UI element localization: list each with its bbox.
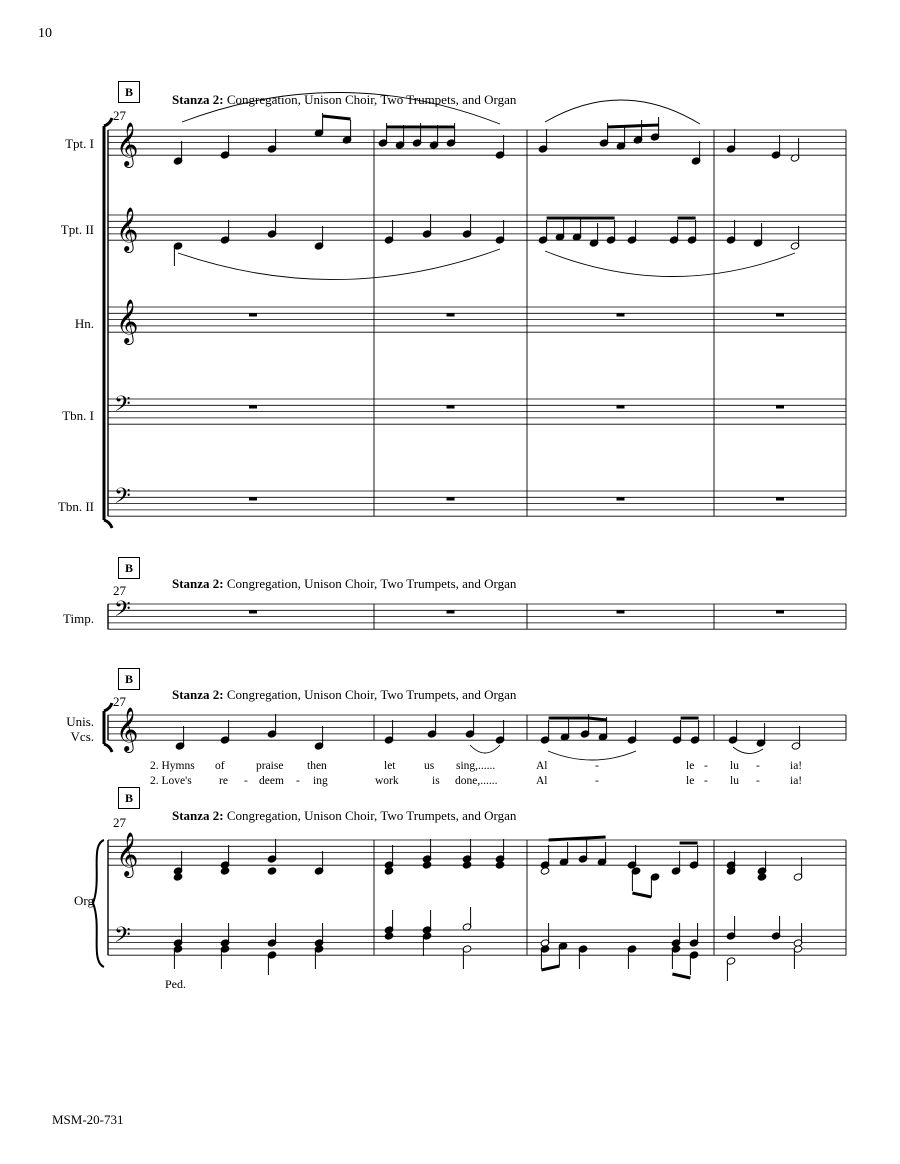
note-beam (549, 837, 606, 840)
rehearsal-mark: B (118, 81, 140, 103)
lyric-hyphen: - (756, 775, 760, 787)
lyric-syllable: lu (730, 775, 739, 787)
whole-rest (776, 610, 784, 613)
lyric-syllable: then (307, 760, 327, 772)
notehead (384, 867, 394, 875)
measure-number: 27 (113, 583, 126, 598)
page-number: 10 (38, 26, 52, 41)
lyric-syllable: ing (313, 775, 328, 787)
stanza-label: Stanza 2: (172, 576, 224, 591)
barlines (108, 130, 846, 955)
lyric-syllable: let (384, 760, 396, 772)
treble-clef-icon: 𝄞 (116, 299, 139, 343)
instrument-label-trumpet-1: Tpt. I (65, 136, 94, 151)
rehearsal-mark: B (118, 668, 140, 690)
bass-clef-icon: 𝄢 (114, 484, 131, 514)
lyric-syllable: praise (256, 760, 284, 772)
measure-number: 27 (113, 815, 126, 830)
whole-rest (249, 313, 257, 316)
whole-rest (617, 497, 625, 500)
pedal-marking: Ped. (165, 977, 186, 991)
slur (548, 751, 636, 760)
slur (733, 747, 763, 754)
stanza-text: Congregation, Unison Choir, Two Trumpets, and Organ (226, 808, 517, 823)
lyric-syllable: sing,...... (456, 760, 496, 772)
treble-clef-icon: 𝄞 (116, 707, 139, 751)
whole-rest (776, 497, 784, 500)
whole-rest (617, 313, 625, 316)
whole-rest (776, 313, 784, 316)
lyric-syllable: lu (730, 760, 739, 772)
instrument-label-organ: Org (74, 893, 94, 908)
notehead (173, 873, 183, 881)
note-beam (541, 966, 559, 970)
lyric-syllable: is (432, 775, 440, 787)
note-beam (323, 116, 351, 119)
lyric-syllable: Al (536, 760, 548, 772)
voices-label-line-1: Unis. (66, 714, 94, 729)
stanza-text: Congregation, Unison Choir, Two Trumpets, and Organ (226, 687, 517, 702)
lyric-syllable: re (219, 775, 228, 787)
slur (178, 249, 500, 280)
instrument-label-timpani: Timp. (63, 611, 94, 626)
lyric-syllable: Al (536, 775, 548, 787)
lyric-syllable: 2. Hymns (150, 760, 195, 772)
notehead (495, 861, 505, 869)
notes (173, 113, 803, 981)
notehead (220, 867, 230, 875)
note-beam (608, 125, 659, 127)
stanza-label: Stanza 2: (172, 92, 224, 107)
instrument-label-trombone-2: Tbn. II (57, 499, 94, 514)
stanza-label: Stanza 2: (172, 687, 224, 702)
bass-clef-icon: 𝄢 (114, 923, 131, 953)
stanza-label: Stanza 2: (172, 808, 224, 823)
bass-clef-icon: 𝄢 (114, 597, 131, 627)
whole-rest (776, 405, 784, 408)
notehead (757, 873, 767, 881)
slurs (178, 92, 795, 760)
notehead (540, 867, 550, 875)
measure-number: 27 (113, 108, 126, 123)
lyric-syllable: ia! (790, 775, 803, 787)
lyric-syllable: le (686, 775, 695, 787)
slur (470, 745, 500, 753)
lyric-hyphen: - (704, 775, 708, 787)
whole-rest (249, 610, 257, 613)
instrument-label-trumpet-2: Tpt. II (60, 222, 94, 237)
note-beam (589, 718, 607, 720)
instrument-label-trombone-1: Tbn. I (62, 408, 94, 423)
whole-rest (617, 405, 625, 408)
treble-clef-icon: 𝄞 (116, 207, 139, 251)
whole-rest (249, 497, 257, 500)
rehearsal-mark: B (118, 787, 140, 809)
lyric-hyphen: - (595, 775, 599, 787)
slur (545, 100, 700, 124)
clefs (114, 122, 138, 953)
bass-clef-icon: 𝄢 (114, 392, 131, 422)
whole-rest (447, 405, 455, 408)
notehead (267, 867, 277, 875)
treble-clef-icon: 𝄞 (116, 832, 139, 876)
whole-rest (447, 610, 455, 613)
lyric-syllable: deem (259, 775, 284, 787)
measure-number: 27 (113, 694, 126, 709)
lyric-syllable: work (375, 775, 399, 787)
instrument-label-horn: Hn. (74, 316, 94, 331)
organ-brace (93, 840, 104, 967)
lyric-hyphen: - (595, 760, 599, 772)
note-beam (672, 974, 690, 978)
lyric-hyphen: - (296, 775, 300, 787)
notehead (422, 861, 432, 869)
lyric-syllable: ia! (790, 760, 803, 772)
notehead (462, 861, 472, 869)
notehead (384, 932, 394, 940)
stanza-text: Congregation, Unison Choir, Two Trumpets, and Organ (226, 576, 517, 591)
lyric-syllable: le (686, 760, 695, 772)
whole-rest (249, 405, 257, 408)
whole-rest (447, 313, 455, 316)
treble-clef-icon: 𝄞 (116, 122, 139, 166)
lyric-hyphen: - (704, 760, 708, 772)
lyric-hyphen: - (244, 775, 248, 787)
whole-rest (447, 497, 455, 500)
lyric-syllable: done,...... (455, 775, 498, 787)
rehearsal-mark: B (118, 557, 140, 579)
slur (545, 251, 795, 277)
lyric-syllable: us (424, 760, 435, 772)
stanza-text: Congregation, Unison Choir, Two Trumpets, and Organ (226, 92, 517, 107)
lyric-syllable: 2. Love's (150, 775, 192, 787)
whole-rests (249, 313, 784, 613)
lyric-hyphen: - (756, 760, 760, 772)
whole-rest (617, 610, 625, 613)
note-beam (632, 893, 651, 897)
lyric-syllable: of (215, 760, 225, 772)
voices-label-line-2: Vcs. (70, 729, 94, 744)
catalog-number: MSM-20-731 (52, 1112, 124, 1127)
staff-lines (108, 130, 846, 955)
